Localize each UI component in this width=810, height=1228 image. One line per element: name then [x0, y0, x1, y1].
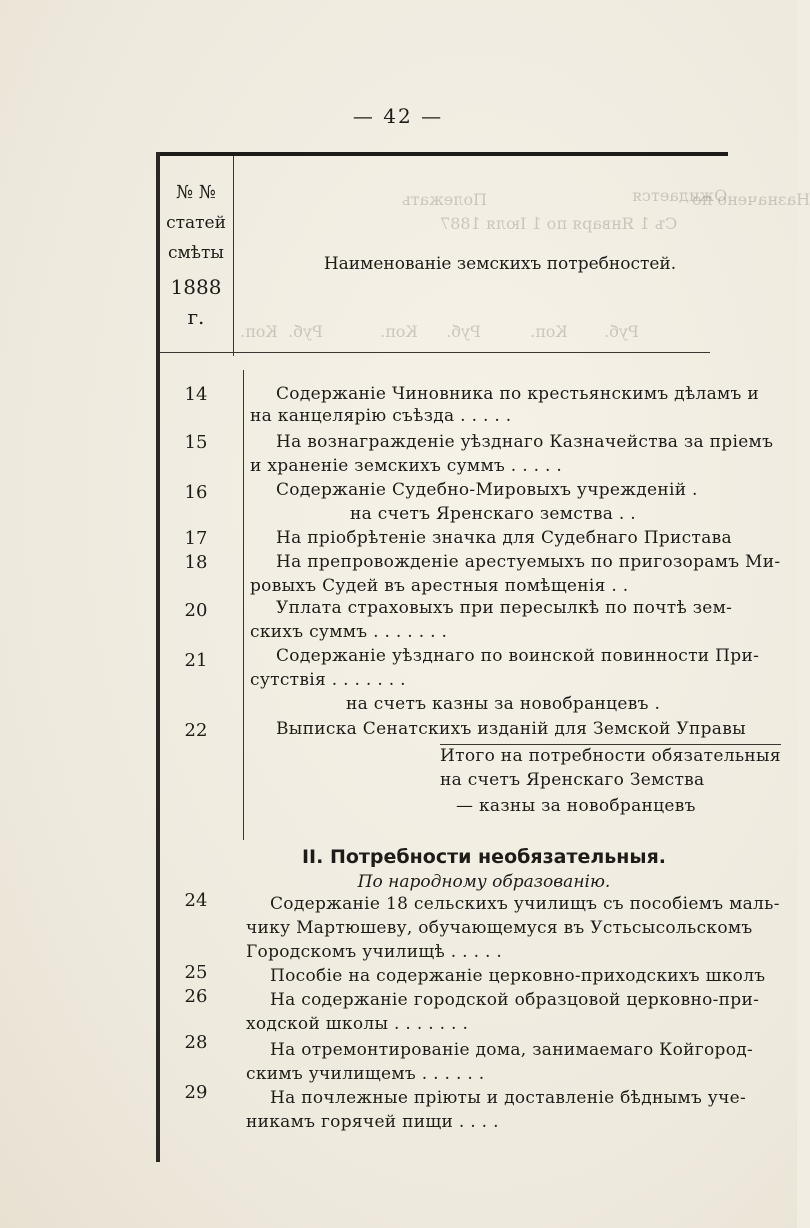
item-text: Городскомъ училищѣ . . . . . [246, 942, 503, 962]
total-line: Итого на потребности обязательныя [440, 746, 781, 766]
total-line: на счетъ Яренскаго Земства [440, 770, 705, 790]
item-number: 15 [184, 432, 208, 453]
item-text: Содержаніе Судебно-Мировыхъ учрежденій . [276, 480, 698, 500]
item-text: ходской школы . . . . . . . [246, 1014, 469, 1034]
item-text: никамъ горячей пищи . . . . [246, 1112, 499, 1132]
header-line: 1888 г. [170, 275, 222, 329]
item-text: скихъ суммъ . . . . . . . [250, 622, 448, 642]
bleed-through-text: Полежать [402, 190, 488, 209]
bleed-through-text: Руб. [604, 322, 639, 341]
top-rule [160, 152, 728, 156]
bleed-through-text: Коп. [240, 322, 278, 341]
column-header-title: Наименованіе земскихъ потребностей. [323, 254, 677, 274]
item-number: 28 [184, 1032, 208, 1053]
item-number: 25 [184, 962, 208, 983]
item-number: 17 [184, 528, 208, 549]
item-number: 16 [184, 482, 208, 503]
item-text: На отремонтированіе дома, занимаемаго Койгород- [270, 1040, 754, 1060]
item-text: чику Мартюшеву, обучающемуся въ Устьсысольскомъ [246, 918, 753, 938]
header-line: статей [166, 213, 226, 233]
item-text: и храненіе земскихъ суммъ . . . . . [250, 456, 563, 476]
page-number: — 42 — [352, 104, 444, 128]
item-text: На вознагражденіе уѣзднаго Казначейства за пріемъ [276, 432, 774, 452]
item-text: На почлежные пріюты и доставленіе бѣднымъ уче- [270, 1088, 747, 1108]
item-text: Содержаніе Чиновника по крестьянскимъ дѣламъ и [276, 384, 760, 404]
item-number: 20 [184, 600, 208, 621]
item-text: На содержаніе городской образцовой церковно-при- [270, 990, 760, 1010]
bleed-through-text: Коп. [380, 322, 418, 341]
header-line: № № [176, 182, 216, 203]
item-text: Содержаніе уѣзднаго по воинской повинности При- [276, 646, 760, 666]
item-number: 18 [184, 552, 208, 573]
item-text: на канцелярію съѣзда . . . . . [250, 406, 512, 426]
item-number: 26 [184, 986, 208, 1007]
item-text: Уплата страховыхъ при пересылкѣ по почтѣ зем- [276, 598, 733, 618]
item-text: на счетъ Яренскаго земства . . [350, 504, 636, 524]
item-number: 14 [184, 384, 208, 405]
bleed-through-text: Руб. [288, 322, 323, 341]
bleed-through-text: Руб. [446, 322, 481, 341]
item-number: 29 [184, 1082, 208, 1103]
section-title: II. Потребности необязательныя. [301, 846, 667, 868]
subsection-title: По народному образованію. [357, 872, 611, 892]
body-column-separator [243, 370, 244, 840]
item-text: Пособіе на содержаніе церковно-приходскихъ школъ [270, 966, 766, 986]
column-header-article-number [160, 178, 232, 332]
item-text: Выписка Сенатскихъ изданій для Земской Управы [276, 719, 746, 739]
bleed-through-text: Назначено по [692, 190, 810, 209]
bleed-through-text: Ожидается [632, 186, 728, 205]
item-text: Содержаніе 18 сельскихъ училищъ съ пособіемъ маль- [270, 894, 780, 914]
item-text: На пріобрѣтеніе значка для Судебнаго Пристава [276, 528, 732, 548]
item-number: 24 [184, 890, 208, 911]
header-column-separator [233, 156, 234, 356]
header-line: смѣты [168, 243, 224, 263]
item-text: На препровожденіе арестуемыхъ по пригозорамъ Ми- [276, 552, 781, 572]
item-number: 22 [184, 720, 208, 741]
item-text: сутствія . . . . . . . [250, 670, 406, 690]
item-text: ровыхъ Судей въ арестныя помѣщенія . . [250, 576, 629, 596]
bleed-through-text: Съ 1 Января по 1 Іюля 1887 [440, 214, 678, 233]
total-line: — казны за новобранцевъ [456, 796, 696, 816]
header-bottom-rule [160, 352, 710, 353]
item-text: на счетъ казны за новобранцевъ . [346, 694, 661, 714]
item-number: 21 [184, 650, 208, 671]
item-text: скимъ училищемъ . . . . . . [246, 1064, 485, 1084]
bleed-through-text: Коп. [530, 322, 568, 341]
